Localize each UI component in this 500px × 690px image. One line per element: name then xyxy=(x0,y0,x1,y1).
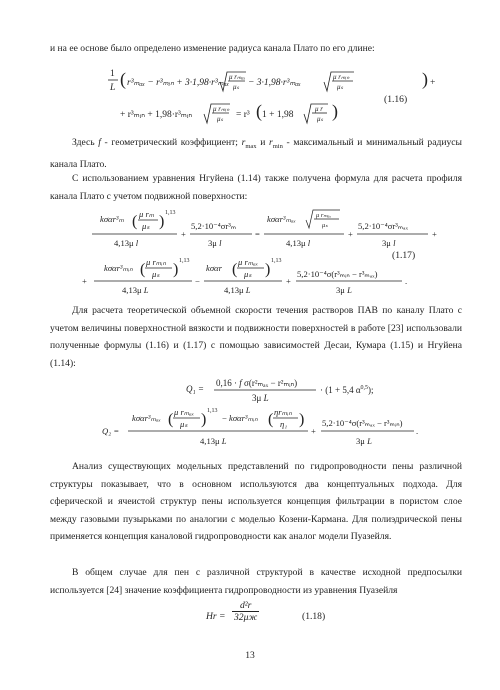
equation-1-17-number: (1.17) xyxy=(392,250,416,261)
svg-text:Q₁ =: Q₁ = xyxy=(186,384,204,394)
svg-text:.: . xyxy=(405,276,408,286)
svg-text:3μ L: 3μ L xyxy=(336,285,352,295)
equation-q1 xyxy=(186,374,446,404)
svg-text:1,13: 1,13 xyxy=(207,408,218,414)
equation-1-18-fraction xyxy=(232,600,259,623)
svg-text:.: . xyxy=(416,426,419,436)
svg-text:3μ L: 3μ L xyxy=(356,436,372,446)
equation-1-17 xyxy=(82,206,462,298)
svg-text:0,16 · f σ(r²ₘₐₓ − r²ₘᵢₙ): 0,16 · f σ(r²ₘₐₓ − r²ₘᵢₙ) xyxy=(216,378,298,388)
svg-text:μ r: μ r xyxy=(315,105,323,113)
svg-text:μₛ: μₛ xyxy=(233,83,240,91)
svg-text:4,13μ L: 4,13μ L xyxy=(122,285,149,295)
svg-text:1,13: 1,13 xyxy=(179,258,190,264)
svg-text:): ) xyxy=(265,261,271,278)
svg-text:5,2·10⁻⁴σr³ₘₐₓ: 5,2·10⁻⁴σr³ₘₐₓ xyxy=(358,221,408,231)
equation-1-16 xyxy=(108,64,463,130)
equation-q2-graphic xyxy=(102,406,422,452)
svg-text:=: = xyxy=(255,229,260,239)
svg-text:1,13: 1,13 xyxy=(271,258,282,264)
svg-text:+ r³ₘᵢₙ + 1,98·r³ₘᵢₙ: + r³ₘᵢₙ + 1,98·r³ₘᵢₙ xyxy=(120,110,193,120)
svg-text:r³ₘₐₓ − r³ₘᵢₙ + 3·1,98·r³ₘₐₓ: r³ₘₐₓ − r³ₘᵢₙ + 3·1,98·r³ₘₐₓ xyxy=(127,78,230,88)
svg-text:): ) xyxy=(159,213,165,230)
svg-text:(: ( xyxy=(140,261,146,278)
svg-text:4,13μ L: 4,13μ L xyxy=(224,285,251,295)
svg-text:μ rₘ: μ rₘ xyxy=(139,209,155,219)
svg-text:μ rₘᵢₙ: μ rₘᵢₙ xyxy=(333,73,350,81)
svg-text:μₛ: μₛ xyxy=(180,419,188,429)
svg-text:+: + xyxy=(348,229,353,239)
svg-text:= r³: = r³ xyxy=(236,110,250,120)
svg-text:+: + xyxy=(286,276,291,286)
equation-1-16-graphic xyxy=(108,64,463,130)
svg-text:5,2·10⁻⁴σr³ₘ: 5,2·10⁻⁴σr³ₘ xyxy=(191,221,237,231)
svg-text:3μ l: 3μ l xyxy=(382,238,396,248)
svg-text:5,2·10⁻⁴σ(r³ₘₐₓ − r³ₘᵢₙ): 5,2·10⁻⁴σ(r³ₘₐₓ − r³ₘᵢₙ) xyxy=(322,418,403,428)
svg-text:): ) xyxy=(332,101,338,121)
svg-text:η₁: η₁ xyxy=(280,419,288,429)
svg-text:μₛ: μₛ xyxy=(317,115,324,123)
svg-text:· (1 + 5,4 α0,5);: · (1 + 5,4 $\alpha^{0,5}$); xyxy=(320,385,374,395)
svg-text:1: 1 xyxy=(110,69,115,79)
svg-text:μₛ: μₛ xyxy=(217,115,224,123)
equation-1-18-number: (1.18) xyxy=(302,611,326,622)
svg-text:1,13: 1,13 xyxy=(165,210,176,216)
svg-text:μ rₘᵢₙ: μ rₘᵢₙ xyxy=(213,105,230,113)
svg-text:μₛ: μₛ xyxy=(337,83,344,91)
svg-text:μₛ: μₛ xyxy=(244,269,252,279)
svg-text:(: ( xyxy=(132,213,138,230)
svg-text:+: + xyxy=(311,426,316,436)
svg-text:3μ l: 3μ l xyxy=(208,238,222,248)
paragraph-poiseuille: В общем случае для пен с различной структурой в качестве исходной предпосылки используется [24] значение коэффициента гидропроводности из уравнения Пуазейля xyxy=(50,567,462,596)
paragraph-volumetric-rate: Для расчета теоретической объемной скорости течения растворов ПАВ по каналу Плато с учетом величины поверхностной вязкости и подвижности поверхностей в работе [23] использовали полученные формулы (1.16) и (1.17) с помощью зависимостей Десаи, Кумара (1.15) и Нгуйена (1.14): xyxy=(50,305,462,369)
svg-text:μₛ: μₛ xyxy=(142,221,150,231)
svg-text:+: + xyxy=(432,229,437,239)
svg-text:): ) xyxy=(299,411,305,428)
svg-text:Q₂ =: Q₂ = xyxy=(102,426,120,436)
svg-text:): ) xyxy=(422,69,428,89)
svg-text:(: ( xyxy=(120,69,126,89)
svg-text:(: ( xyxy=(168,411,174,428)
svg-text:4,13μ L: 4,13μ L xyxy=(200,436,227,446)
svg-text:− kσαr³ₘᵢₙ: − kσαr³ₘᵢₙ xyxy=(222,413,258,423)
equation-1-16-number: (1.16) xyxy=(384,94,408,105)
svg-text:μ rₘₐₓ: μ rₘₐₓ xyxy=(238,257,259,267)
svg-text:−: − xyxy=(195,276,200,286)
svg-text:+: + xyxy=(181,229,186,239)
svg-text:kσαr³ₘₐₓ: kσαr³ₘₐₓ xyxy=(267,214,296,224)
equation-1-18-numerator: d²r xyxy=(232,600,259,612)
equation-1-18-lhs: Hr = xyxy=(206,611,226,622)
svg-text:4,13μ l: 4,13μ l xyxy=(286,238,311,248)
equation-1-18-denominator: 32μж xyxy=(234,612,258,623)
paragraph-notation: Здесь f - геометрический коэффициент; $r_{max}$ и $r_{min}$ - максимальный и минимальный радиусы канала Плато. xyxy=(50,137,462,170)
svg-text:kσαr³ₘₐₓ: kσαr³ₘₐₓ xyxy=(132,413,161,423)
svg-text:): ) xyxy=(201,411,207,428)
svg-text:L: L xyxy=(110,83,116,93)
equation-1-18 xyxy=(206,600,366,634)
equation-q2 xyxy=(102,406,422,452)
svg-text:ηrₘᵢₙ: ηrₘᵢₙ xyxy=(274,407,292,417)
svg-text:+: + xyxy=(430,78,436,88)
svg-text:μₛ: μₛ xyxy=(152,269,160,279)
svg-text:+: + xyxy=(82,276,87,286)
svg-text:(: ( xyxy=(232,261,238,278)
svg-text:μ rₘₐₓ: μ rₘₐₓ xyxy=(229,73,246,81)
svg-text:): ) xyxy=(173,261,179,278)
svg-text:μ rₘᵢₙ: μ rₘᵢₙ xyxy=(146,257,166,267)
svg-text:(: ( xyxy=(256,101,262,121)
svg-text:kσαr: kσαr xyxy=(206,263,222,273)
svg-text:3μ L: 3μ L xyxy=(252,393,269,403)
equation-q1-graphic xyxy=(186,374,446,404)
svg-text:− 3·1,98·r³ₘₐₓ: − 3·1,98·r³ₘₐₓ xyxy=(248,78,301,88)
page-number: 13 xyxy=(245,650,255,661)
svg-text:kσαr³ₘ: kσαr³ₘ xyxy=(100,214,124,224)
paragraph-intro: и на ее основе было определено изменение радиуса канала Плато по его длине: xyxy=(50,43,375,54)
svg-text:μ rₘₐₓ: μ rₘₐₓ xyxy=(174,407,195,417)
svg-text:1 + 1,98: 1 + 1,98 xyxy=(262,110,294,120)
svg-text:μ rₘₐₓ: μ rₘₐₓ xyxy=(316,212,332,219)
svg-text:μₛ: μₛ xyxy=(322,222,328,229)
paragraph-analysis: Анализ существующих модельных представлений по гидропроводности пены различной структуры показывает, что в основном используются два концептуальных подхода. Для сферической и ячеистой структур пены используется концепция фильтрации в пористом слое между газовыми пузырьками по аналогии с моделью Козени-Кармана. Для полиэдрической пены применяется концепция каналовой гидропроводности как аналог модели Пуазейля. xyxy=(50,461,462,543)
paragraph-nguyen: С использованием уравнения Нгуйена (1.14) также получена формула для расчета профиля канала Плато с учетом подвижной поверхности: xyxy=(50,173,462,202)
svg-text:5,2·10⁻⁴σ(r³ₘᵢₙ − r³ₘₐₓ): 5,2·10⁻⁴σ(r³ₘᵢₙ − r³ₘₐₓ) xyxy=(297,269,378,279)
svg-text:4,13μ l: 4,13μ l xyxy=(114,238,139,248)
svg-text:(: ( xyxy=(268,411,274,428)
svg-text:kσαr³ₘᵢₙ: kσαr³ₘᵢₙ xyxy=(104,263,133,273)
